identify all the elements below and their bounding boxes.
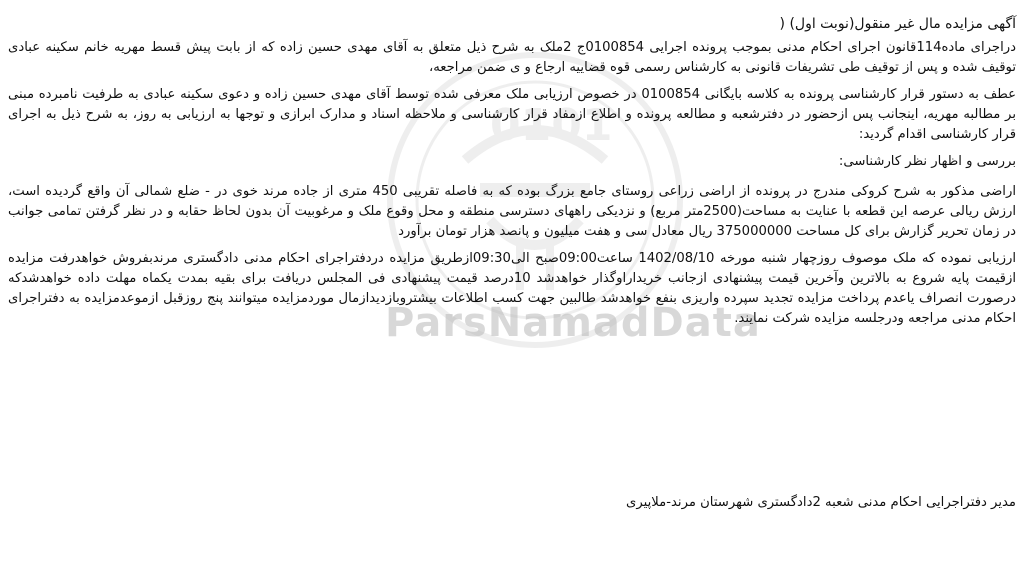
notice-title: آگهی مزایده مال غیر منقول(نوبت اول) ( (779, 16, 1016, 32)
notice-paragraph-intro: دراجرای ماده114قانون اجرای احکام مدنی بموجب پرونده اجرایی 0100854ج 2ملک به شرح ذیل متعلق به آقای مهدی حسین زاده که از بابت پیش قسط مهریه خانم سکینه عبادی توقیف شده و پس از توقیف طی تشریفات قانونی به کارشناس رسمی قوه قضاییه ارجاع و ی ضمن مراجعه، (8, 40, 1016, 75)
notice-paragraph-property: اراضی مذکور به شرح کروکی مندرج در پرونده از اراضی زراعی روستای جامع بزرگ بوده که به فاصله تقریبی 450 متری از جاده مرند خوی در - ضلع شمالی آن واقع گردیده است، ارزش ریالی عرصه این قطعه با عنایت به مساحت(2500متر مربع) و نزدیکی راههای دسترسی منطقه و محل وقوع ملک و مرغوبیت آن بدون لحاظ حقابه و در نظر گرفتن تمامی جوانب در زمان تحریر گزارش برای کل مساحت 375000000 ریال معادل سی و هفت میلیون و پانصد هزار تومان برآورد (8, 184, 1016, 239)
watermark-brand-text: ParsNamadData (385, 300, 761, 346)
notice-subheading-review: بررسی و اظهار نظر کارشناسی: (838, 154, 1016, 169)
watermark-seal-digits: 0101 (490, 100, 613, 151)
notice-paragraph-expert-order: عطف به دستور قرار کارشناسی پرونده به کلاسه بایگانی 0100854 در خصوص ارزیابی ملک معرفی شده توسط آقای مهدی حسین زاده و دعوی سکینه عبادی به طرفیت نامبرده مبنی بر مطالبه مهریه، اینجانب پس ازحضور در دفترشعبه و مطالعه پرونده و اطلاع ازمفاد قرار کارشناسی و ملاحظه اسناد و مدارک ابرازی و توجها به ارزیابی به روز، به شرح ذیل به اجرای قرار کارشناسی اقدام گردید: (8, 87, 1016, 142)
notice-paragraph-auction: ارزیابی نموده که ملک موصوف روزچهار شنبه مورخه 1402/08/10 ساعت09:00صبح الی09:30ازطریق مزایده دردفتراجرای احکام مدنی دادگستری مرندبفروش خواهدرفت مزایده ازقیمت پایه شروع به بالاترین وآخرین قیمت پیشنهادی ازجانب خریداراوگذار خواهدشد 10درصد قیمت پیشنهادی فی المجلس دریافت برای بقیه بمدت یکماه مهلت داده خواهدشدکه درصورت انصراف یاعدم پرداخت مزایده تجدید سپرده واریزی بنفع خواهدشد طالبین جهت کسب اطلاعات بیشتروبازدیدازمال موردمزایده میتوانند پنج روزقبل ازموعدمزایده به دفتراجرای احکام مدنی مراجعه ودرجلسه مزایده شرکت نمایند. (8, 251, 1016, 326)
notice-signature: مدیر دفتراجرایی احکام مدنی شعبه 2دادگستری شهرستان مرند-ملاپیری (626, 495, 1016, 510)
